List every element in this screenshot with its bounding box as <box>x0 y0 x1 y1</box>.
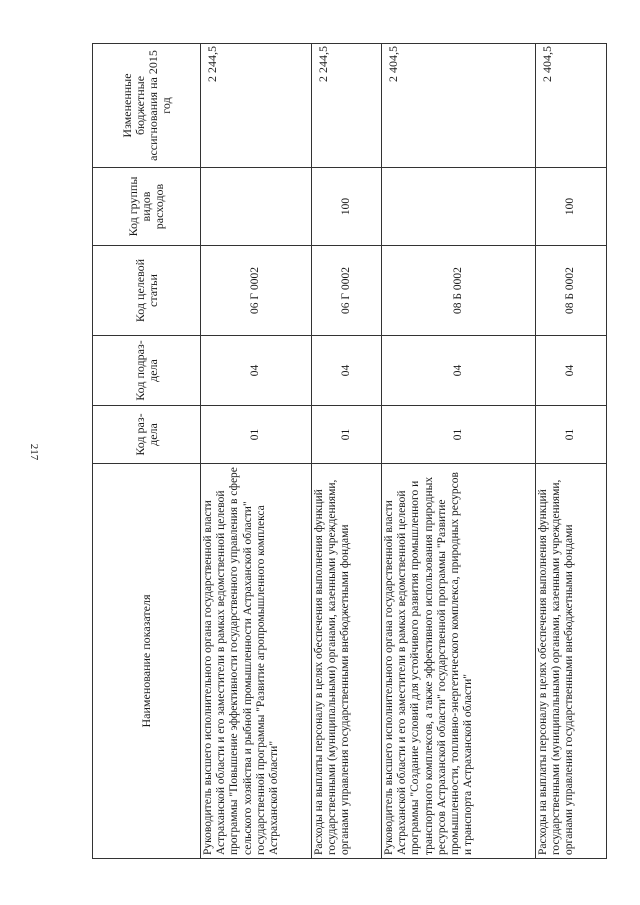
header-expense-group: Код группы видов расходов <box>93 168 201 246</box>
row-amount: 2 404,5 <box>536 44 607 168</box>
table-header-row <box>93 44 201 859</box>
header-subsection: Код подраз-дела <box>93 336 201 406</box>
row-section: 01 <box>382 406 536 464</box>
row-subsection: 04 <box>201 336 312 406</box>
page-number: 217 <box>28 443 40 461</box>
table-row <box>201 44 312 859</box>
row-name: Расходы на выплаты персоналу в целях обеспечения выполнения функций государственными (муниципальными) органами, казенными учреждениями, органами управления государственными внебюджетными фондами <box>536 464 607 859</box>
row-target-item: 06 Г 0002 <box>201 246 312 336</box>
row-subsection: 04 <box>312 336 382 406</box>
row-expense-group: 100 <box>312 168 382 246</box>
table-row <box>312 44 382 859</box>
header-name: Наименование показателя <box>93 464 201 859</box>
row-section: 01 <box>201 406 312 464</box>
row-expense-group <box>201 168 312 246</box>
header-amount: Измененные бюджетные ассигнования на 2015 год <box>93 44 201 168</box>
budget-table <box>92 43 607 859</box>
row-subsection: 04 <box>382 336 536 406</box>
row-section: 01 <box>312 406 382 464</box>
header-target-item: Код целевой статьи <box>93 246 201 336</box>
row-name: Руководитель высшего исполнительного органа государственной власти Астраханской области и его заместители в рамках ведомственной целевой программы "Повышение эффективности государственного управления в сфере сельского хозяйства и рыбной промышленности Астраханской области" государственной программы "Развитие агропромышленного комплекса Астраханской области" <box>201 464 312 859</box>
budget-table-rotated <box>92 44 577 859</box>
row-amount: 2 404,5 <box>382 44 536 168</box>
header-section: Код раз-дела <box>93 406 201 464</box>
row-subsection: 04 <box>536 336 607 406</box>
row-amount: 2 244,5 <box>201 44 312 168</box>
row-target-item: 08 Б 0002 <box>382 246 536 336</box>
row-name: Руководитель высшего исполнительного органа государственной власти Астраханской области и его заместители в рамках ведомственной целевой программы "Создание условий для устойчивого развития промышленного и транспортного комплексов, а также эффективного использования природных ресурсов Астраханской области" государственной программы "Развитие промышленности, топливно-энергетического комплекса, природных ресурсов и транспорта Астраханской области" <box>382 464 536 859</box>
row-amount: 2 244,5 <box>312 44 382 168</box>
table-row <box>536 44 607 859</box>
row-target-item: 08 Б 0002 <box>536 246 607 336</box>
row-expense-group: 100 <box>536 168 607 246</box>
row-section: 01 <box>536 406 607 464</box>
table-row <box>382 44 536 859</box>
row-expense-group <box>382 168 536 246</box>
row-target-item: 06 Г 0002 <box>312 246 382 336</box>
row-name: Расходы на выплаты персоналу в целях обеспечения выполнения функций государственными (муниципальными) органами, казенными учреждениями, органами управления государственными внебюджетными фондами <box>312 464 382 859</box>
